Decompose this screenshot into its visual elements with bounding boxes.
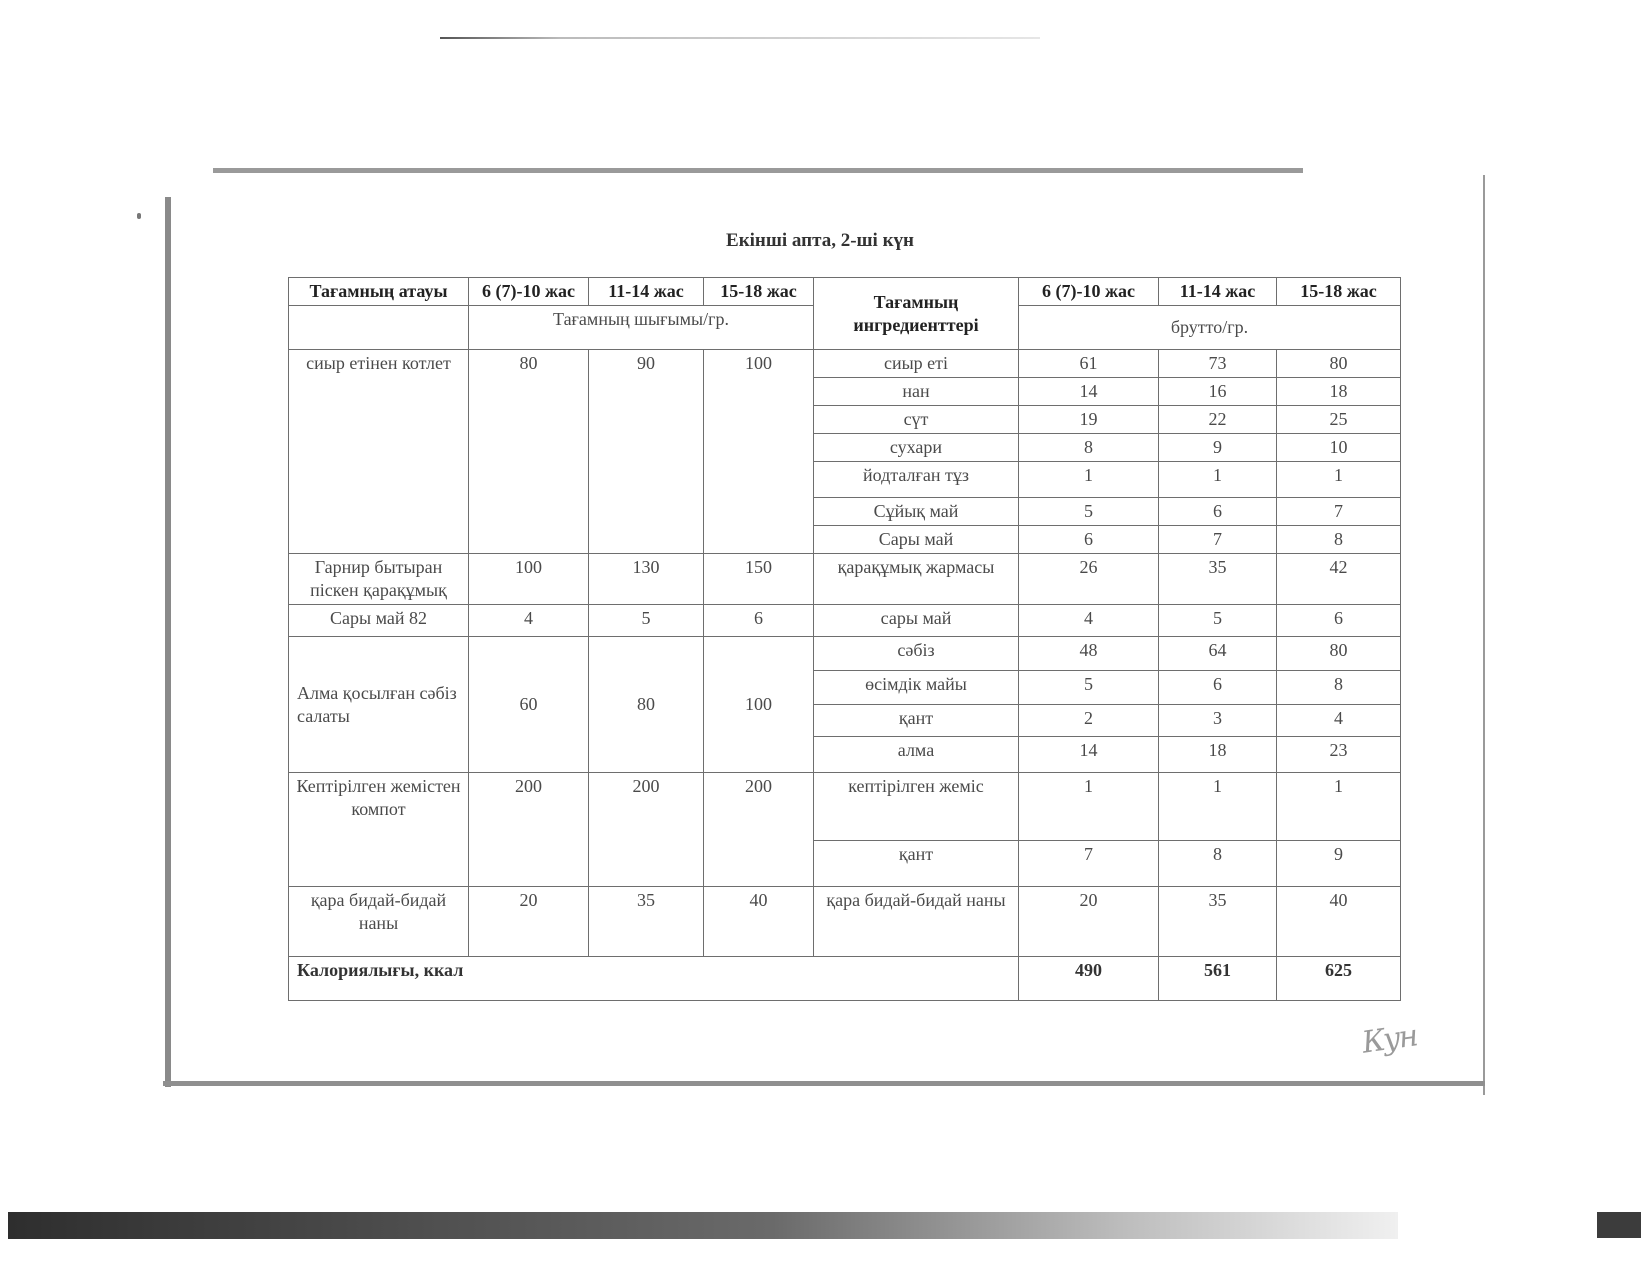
- ingredient-name: Сұйық май: [814, 498, 1019, 526]
- dish-yield-value: 80: [589, 637, 704, 773]
- ingredient-gross-value: 23: [1277, 737, 1401, 773]
- ingredient-name: нан: [814, 378, 1019, 406]
- ingredient-gross-value: 6: [1159, 498, 1277, 526]
- ingredient-gross-value: 1: [1159, 462, 1277, 498]
- header-gross-age-1: 6 (7)-10 жас: [1019, 278, 1159, 306]
- scan-shadow-bottom: [8, 1212, 1398, 1239]
- total-value: 625: [1277, 957, 1401, 1001]
- ingredient-gross-value: 8: [1019, 434, 1159, 462]
- ingredient-name: сары май: [814, 605, 1019, 637]
- ingredient-gross-value: 9: [1277, 841, 1401, 887]
- ingredient-name: қант: [814, 841, 1019, 887]
- total-row: [289, 957, 1401, 1001]
- ingredient-gross-value: 1: [1019, 462, 1159, 498]
- ingredient-name: сүт: [814, 406, 1019, 434]
- dish-name: сиыр етінен котлет: [289, 350, 469, 554]
- header-dish-name-cont: [289, 306, 469, 350]
- ingredient-name: Сары май: [814, 526, 1019, 554]
- ingredient-gross-value: 9: [1159, 434, 1277, 462]
- ingredient-gross-value: 1: [1277, 462, 1401, 498]
- ingredient-gross-value: 3: [1159, 705, 1277, 737]
- ingredient-gross-value: 18: [1159, 737, 1277, 773]
- ingredient-gross-value: 6: [1019, 526, 1159, 554]
- ingredient-gross-value: 8: [1277, 526, 1401, 554]
- ingredient-name: қарақұмық жармасы: [814, 554, 1019, 605]
- dish-yield-value: 60: [469, 637, 589, 773]
- table-row: [289, 773, 1401, 841]
- dish-yield-value: 200: [589, 773, 704, 887]
- ingredient-name: сәбіз: [814, 637, 1019, 671]
- dish-yield-value: 5: [589, 605, 704, 637]
- ingredient-name: қант: [814, 705, 1019, 737]
- ingredient-gross-value: 2: [1019, 705, 1159, 737]
- ingredient-name: өсімдік майы: [814, 671, 1019, 705]
- header-gross-age-3: 15-18 жас: [1277, 278, 1401, 306]
- total-label: Калориялығы, ккал: [289, 957, 1019, 1001]
- dish-yield-value: 100: [704, 350, 814, 554]
- dish-yield-value: 6: [704, 605, 814, 637]
- header-yield-age-3: 15-18 жас: [704, 278, 814, 306]
- scan-dot: [137, 213, 141, 219]
- dish-yield-value: 20: [469, 887, 589, 957]
- ingredient-gross-value: 7: [1159, 526, 1277, 554]
- ingredient-gross-value: 7: [1019, 841, 1159, 887]
- ingredient-gross-value: 22: [1159, 406, 1277, 434]
- ingredient-gross-value: 61: [1019, 350, 1159, 378]
- table-row: [289, 887, 1401, 957]
- header-gross-label: брутто/гр.: [1019, 306, 1401, 350]
- page-frame-bottom: [163, 1081, 1485, 1086]
- ingredient-gross-value: 18: [1277, 378, 1401, 406]
- ingredient-name: қара бидай-бидай наны: [814, 887, 1019, 957]
- ingredient-gross-value: 40: [1277, 887, 1401, 957]
- ingredient-gross-value: 8: [1159, 841, 1277, 887]
- ingredient-gross-value: 80: [1277, 350, 1401, 378]
- dish-yield-value: 35: [589, 887, 704, 957]
- ingredient-name: йодталған тұз: [814, 462, 1019, 498]
- dish-name: Кептірілген жемістен компот: [289, 773, 469, 887]
- header-yield-age-1: 6 (7)-10 жас: [469, 278, 589, 306]
- dish-yield-value: 150: [704, 554, 814, 605]
- ingredient-name: кептірілген жеміс: [814, 773, 1019, 841]
- ingredient-gross-value: 6: [1159, 671, 1277, 705]
- table-row: [289, 637, 1401, 671]
- page-frame-top: [213, 168, 1303, 173]
- dish-yield-value: 200: [469, 773, 589, 887]
- ingredient-name: сиыр еті: [814, 350, 1019, 378]
- ingredient-gross-value: 10: [1277, 434, 1401, 462]
- ingredient-gross-value: 14: [1019, 737, 1159, 773]
- table-row: [289, 605, 1401, 637]
- total-value: 561: [1159, 957, 1277, 1001]
- header-yield-age-2: 11-14 жас: [589, 278, 704, 306]
- header-row: [289, 278, 1401, 306]
- scan-artifact-top: [440, 37, 1040, 39]
- ingredient-gross-value: 48: [1019, 637, 1159, 671]
- signature: Кун: [1359, 1018, 1419, 1061]
- ingredient-gross-value: 6: [1277, 605, 1401, 637]
- dish-yield-value: 4: [469, 605, 589, 637]
- table-row: [289, 554, 1401, 605]
- page-frame-left: [165, 197, 171, 1087]
- ingredient-gross-value: 8: [1277, 671, 1401, 705]
- dish-yield-value: 90: [589, 350, 704, 554]
- dish-yield-value: 130: [589, 554, 704, 605]
- ingredient-gross-value: 42: [1277, 554, 1401, 605]
- ingredient-gross-value: 5: [1019, 671, 1159, 705]
- ingredient-name: сухари: [814, 434, 1019, 462]
- menu-table: [288, 277, 1401, 1001]
- dish-name: Гарнир бытыран піскен қарақұмық: [289, 554, 469, 605]
- dish-yield-value: 40: [704, 887, 814, 957]
- ingredient-gross-value: 19: [1019, 406, 1159, 434]
- dish-name: қара бидай-бидай наны: [289, 887, 469, 957]
- ingredient-gross-value: 4: [1019, 605, 1159, 637]
- ingredient-gross-value: 73: [1159, 350, 1277, 378]
- ingredient-gross-value: 26: [1019, 554, 1159, 605]
- header-gross-age-2: 11-14 жас: [1159, 278, 1277, 306]
- dish-yield-value: 200: [704, 773, 814, 887]
- table-row: [289, 350, 1401, 378]
- ingredient-gross-value: 35: [1159, 554, 1277, 605]
- header-ingredients: Тағамның ингредиенттері: [814, 278, 1019, 350]
- ingredient-gross-value: 4: [1277, 705, 1401, 737]
- dish-name: Сары май 82: [289, 605, 469, 637]
- dish-name: Алма қосылған сәбіз салаты: [289, 637, 469, 773]
- total-value: 490: [1019, 957, 1159, 1001]
- ingredient-gross-value: 16: [1159, 378, 1277, 406]
- ingredient-gross-value: 80: [1277, 637, 1401, 671]
- scan-corner-mark: [1597, 1212, 1641, 1238]
- ingredient-gross-value: 1: [1159, 773, 1277, 841]
- header-dish-name: Тағамның атауы: [289, 278, 469, 306]
- page-frame-right: [1483, 175, 1485, 1095]
- ingredient-gross-value: 25: [1277, 406, 1401, 434]
- ingredient-gross-value: 20: [1019, 887, 1159, 957]
- dish-yield-value: 100: [704, 637, 814, 773]
- ingredient-gross-value: 14: [1019, 378, 1159, 406]
- dish-yield-value: 80: [469, 350, 589, 554]
- ingredient-gross-value: 5: [1159, 605, 1277, 637]
- ingredient-gross-value: 5: [1019, 498, 1159, 526]
- ingredient-gross-value: 1: [1019, 773, 1159, 841]
- header-yield-label: Тағамның шығымы/гр.: [469, 306, 814, 350]
- ingredient-gross-value: 35: [1159, 887, 1277, 957]
- ingredient-gross-value: 64: [1159, 637, 1277, 671]
- page-title: Екінші апта, 2-ші күн: [726, 230, 914, 251]
- ingredient-gross-value: 7: [1277, 498, 1401, 526]
- ingredient-gross-value: 1: [1277, 773, 1401, 841]
- dish-yield-value: 100: [469, 554, 589, 605]
- ingredient-name: алма: [814, 737, 1019, 773]
